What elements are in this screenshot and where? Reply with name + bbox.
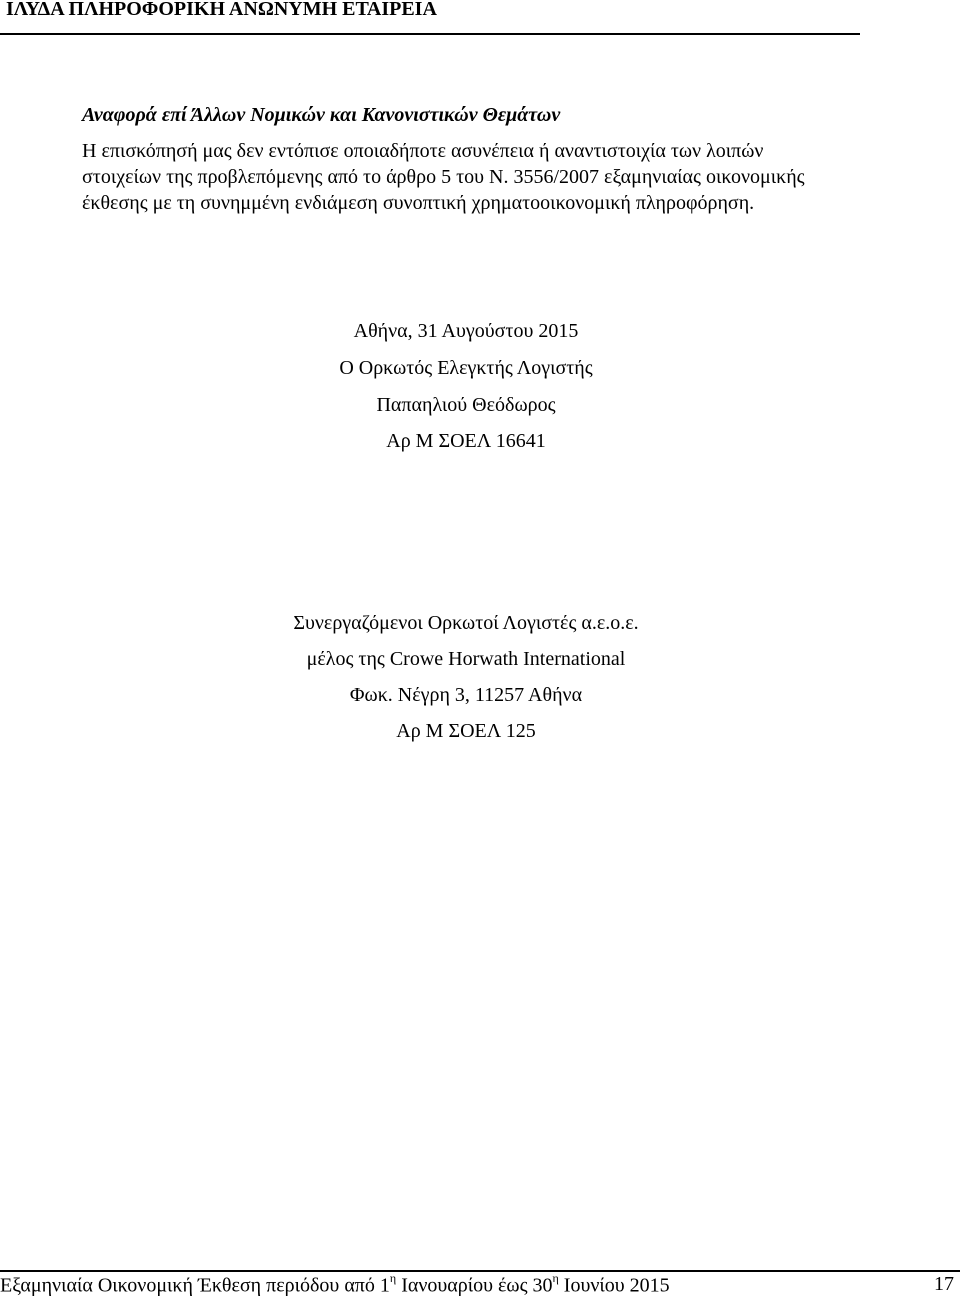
paragraph-line: Η επισκόπησή μας δεν εντόπισε οποιαδήποτε ασυνέπεια ή αναντιστοιχία των λοιπών xyxy=(82,140,764,162)
footer-superscript: η xyxy=(552,1271,559,1285)
footer-text-part: Εξαμηνιαία Οικονομική Έκθεση περιόδου από 1 xyxy=(0,1274,390,1297)
auditor-registration: Αρ Μ ΣΟΕΛ 16641 xyxy=(386,430,546,452)
footer-text-part: Ιανουαρίου έως 30 xyxy=(396,1274,553,1297)
signature-date: Αθήνα, 31 Αυγούστου 2015 xyxy=(353,320,579,342)
paragraph-line: στοιχείων της προβλεπόμενης από το άρθρο 5 του Ν. 3556/2007 εξαμηνιαίας οικονομικής xyxy=(82,166,805,188)
firm-registration: Αρ Μ ΣΟΕΛ 125 xyxy=(396,720,536,742)
footer-text-part: Ιουνίου 2015 xyxy=(558,1274,670,1297)
page-number: 17 xyxy=(934,1273,954,1295)
header-divider xyxy=(0,33,860,35)
firm-address: Φωκ. Νέγρη 3, 11257 Αθήνα xyxy=(349,684,583,706)
auditor-title: Ο Ορκωτός Ελεγκτής Λογιστής xyxy=(339,357,593,379)
firm-membership: μέλος της Crowe Horwath International xyxy=(306,648,626,670)
document-header-title: ΙΛΥΔΑ ΠΛΗΡΟΦΟΡΙΚΗ ΑΝΩΝΥΜΗ ΕΤΑΙΡΕΙΑ xyxy=(6,0,437,20)
footer-report-title xyxy=(0,1273,670,1298)
footer-superscript: η xyxy=(389,1271,397,1285)
footer-divider xyxy=(0,1270,960,1272)
auditor-name: Παπαηλιού Θεόδωρος xyxy=(376,394,556,416)
paragraph-line: έκθεσης με τη συνημμένη ενδιάμεση συνοπτική χρηματοοικονομική πληροφόρηση. xyxy=(82,192,755,214)
section-heading: Αναφορά επί Άλλων Νομικών και Κανονιστικών Θεμάτων xyxy=(82,104,561,126)
firm-name: Συνεργαζόμενοι Ορκωτοί Λογιστές α.ε.ο.ε. xyxy=(293,612,639,634)
